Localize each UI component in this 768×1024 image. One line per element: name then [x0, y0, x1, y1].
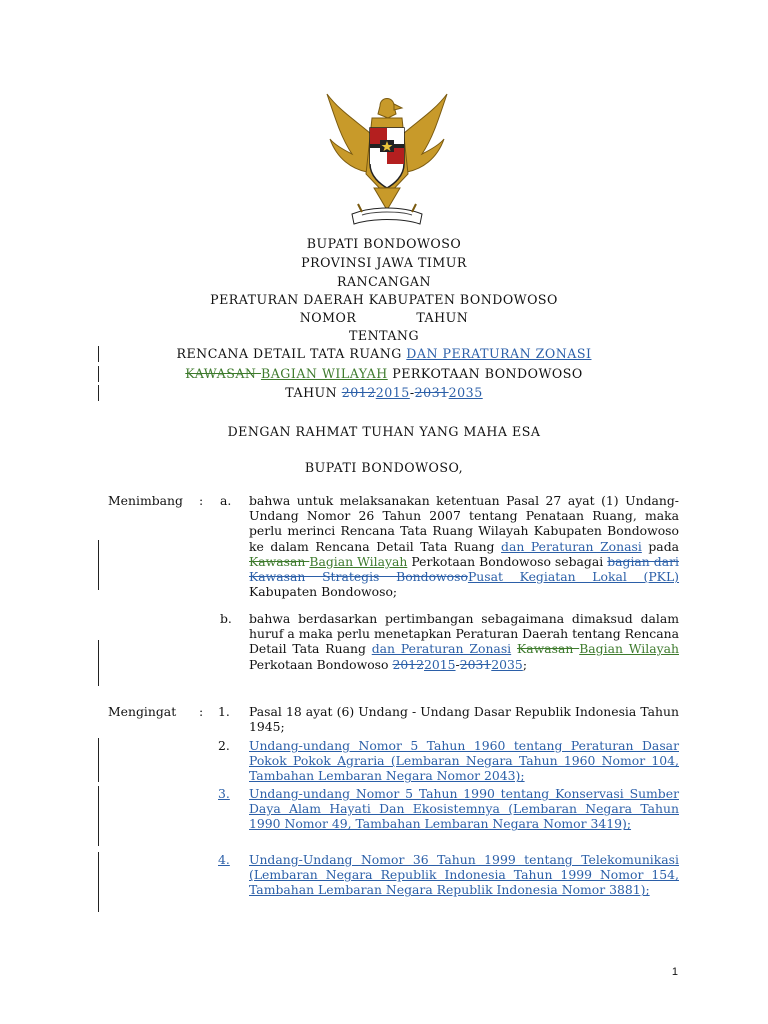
paragraph-text: Perkotaan Bondowoso sebagai [407, 553, 608, 569]
paragraph-text: Kabupaten Bondowoso; [249, 584, 398, 600]
deleted-text: bagian dari Kawasan Strategis Bondowoso [249, 553, 679, 585]
inserted-text: 2015 [423, 656, 456, 672]
menimbang-item-b [249, 611, 679, 672]
title-text: TAHUN [285, 385, 342, 400]
header-line-2: PROVINSI JAWA TIMUR [301, 255, 467, 270]
item-3-marker: 3. [218, 786, 230, 801]
rahmat-line: DENGAN RAHMAT TUHAN YANG MAHA ESA [227, 424, 541, 439]
colon: : [199, 493, 204, 508]
mengingat-item-1: Pasal 18 ayat (6) Undang - Undang Dasar Republik Indonesia Tahun 1945; [249, 704, 679, 735]
header-line-3: RANCANGAN [336, 274, 432, 289]
deleted-text: 2012 [392, 656, 424, 672]
bupati-line: BUPATI BONDOWOSO, [304, 460, 464, 475]
dash: - [455, 656, 460, 672]
inserted-text: 2015 [375, 385, 410, 400]
item-a-marker: a. [220, 493, 232, 508]
change-bar [98, 738, 99, 782]
inserted-text: 2035 [448, 385, 483, 400]
inserted-text: 2035 [491, 656, 523, 672]
dash: - [409, 385, 415, 400]
nomor-label: NOMOR [299, 310, 357, 325]
deleted-text: KAWASAN [185, 366, 261, 381]
mengingat-label: Mengingat [108, 704, 177, 719]
deleted-text: Kawasan [249, 553, 310, 569]
title-text: PERKOTAAN BONDOWOSO [387, 366, 583, 381]
menimbang-item-a [249, 493, 679, 599]
inserted-text: DAN PERATURAN ZONASI [406, 346, 592, 361]
page-number: 1 [671, 966, 678, 978]
paragraph-text: ; [522, 656, 527, 672]
garuda-emblem [322, 84, 452, 234]
inserted-text: Bagian Wilayah [309, 553, 408, 569]
item-4-marker: 4. [218, 852, 230, 867]
inserted-text: dan Peraturan Zonasi [371, 641, 512, 657]
inserted-text: Bagian Wilayah [579, 641, 679, 657]
paragraph-text: Perkotaan Bondowoso [249, 656, 393, 672]
inserted-text: BAGIAN WILAYAH [260, 366, 388, 381]
deleted-text: 2031 [459, 656, 492, 672]
mengingat-item-4: Undang-Undang Nomor 36 Tahun 1999 tentang Telekomunikasi (Lembaran Negara Republik Indonesia Tahun 1999 Nomor 154, Tambahan Lembaran Negara Republik Indonesia Nomor 3881); [249, 852, 679, 898]
item-2-marker: 2. [218, 738, 230, 753]
title-line-1 [0, 346, 768, 361]
change-bar [98, 786, 99, 846]
mengingat-item-3: Undang-undang Nomor 5 Tahun 1990 tentang Konservasi Sumber Daya Alam Hayati Dan Ekosistemnya (Lembaran Negara Tahun 1990 Nomor 49, Tambahan Lembaran Negara Nomor 3419); [249, 786, 679, 832]
tahun-label: TAHUN [416, 310, 469, 325]
change-bar [98, 640, 99, 686]
mengingat-item-2: Undang-undang Nomor 5 Tahun 1960 tentang Peraturan Dasar Pokok Pokok Agraria (Lembaran Negara Tahun 1960 Nomor 104, Tambahan Lembaran Negara Nomor 2043); [249, 738, 679, 784]
inserted-text: Pusat Kegiatan Lokal (PKL) [467, 569, 680, 585]
colon: : [199, 704, 204, 719]
inserted-text: dan Peraturan Zonasi [501, 538, 642, 554]
deleted-text: 2031 [414, 385, 449, 400]
header-line-1: BUPATI BONDOWOSO [306, 236, 462, 251]
tentang-line: TENTANG [349, 328, 419, 343]
title-line-3 [0, 385, 768, 400]
item-1-marker: 1. [218, 704, 230, 719]
title-text: RENCANA DETAIL TATA RUANG [176, 346, 407, 361]
change-bar [98, 540, 99, 590]
deleted-text: 2012 [341, 385, 376, 400]
deleted-text: Kawasan [516, 641, 580, 657]
title-line-2 [0, 366, 768, 381]
paragraph-text: bahwa berdasarkan pertimbangan sebagaimana dimaksud dalam huruf a maka perlu menetapkan Peraturan Daerah tentang Rencana Detail Tata Ruang [249, 611, 679, 657]
header-line-4: PERATURAN DAERAH KABUPATEN BONDOWOSO [210, 292, 558, 307]
paragraph-text: pada [641, 538, 680, 554]
item-b-marker: b. [220, 611, 232, 626]
menimbang-label: Menimbang [108, 493, 183, 508]
paragraph-text: bahwa untuk melaksanakan ketentuan Pasal 27 ayat (1) Undang-Undang Nomor 26 Tahun 2007 tentang Penataan Ruang, maka perlu merinci Rencana Tata Ruang Wilayah Kabupaten Bondowoso ke dalam Rencana Detail Tata Ruang [249, 493, 679, 554]
change-bar [98, 852, 99, 912]
nomor-tahun-line [0, 310, 768, 325]
